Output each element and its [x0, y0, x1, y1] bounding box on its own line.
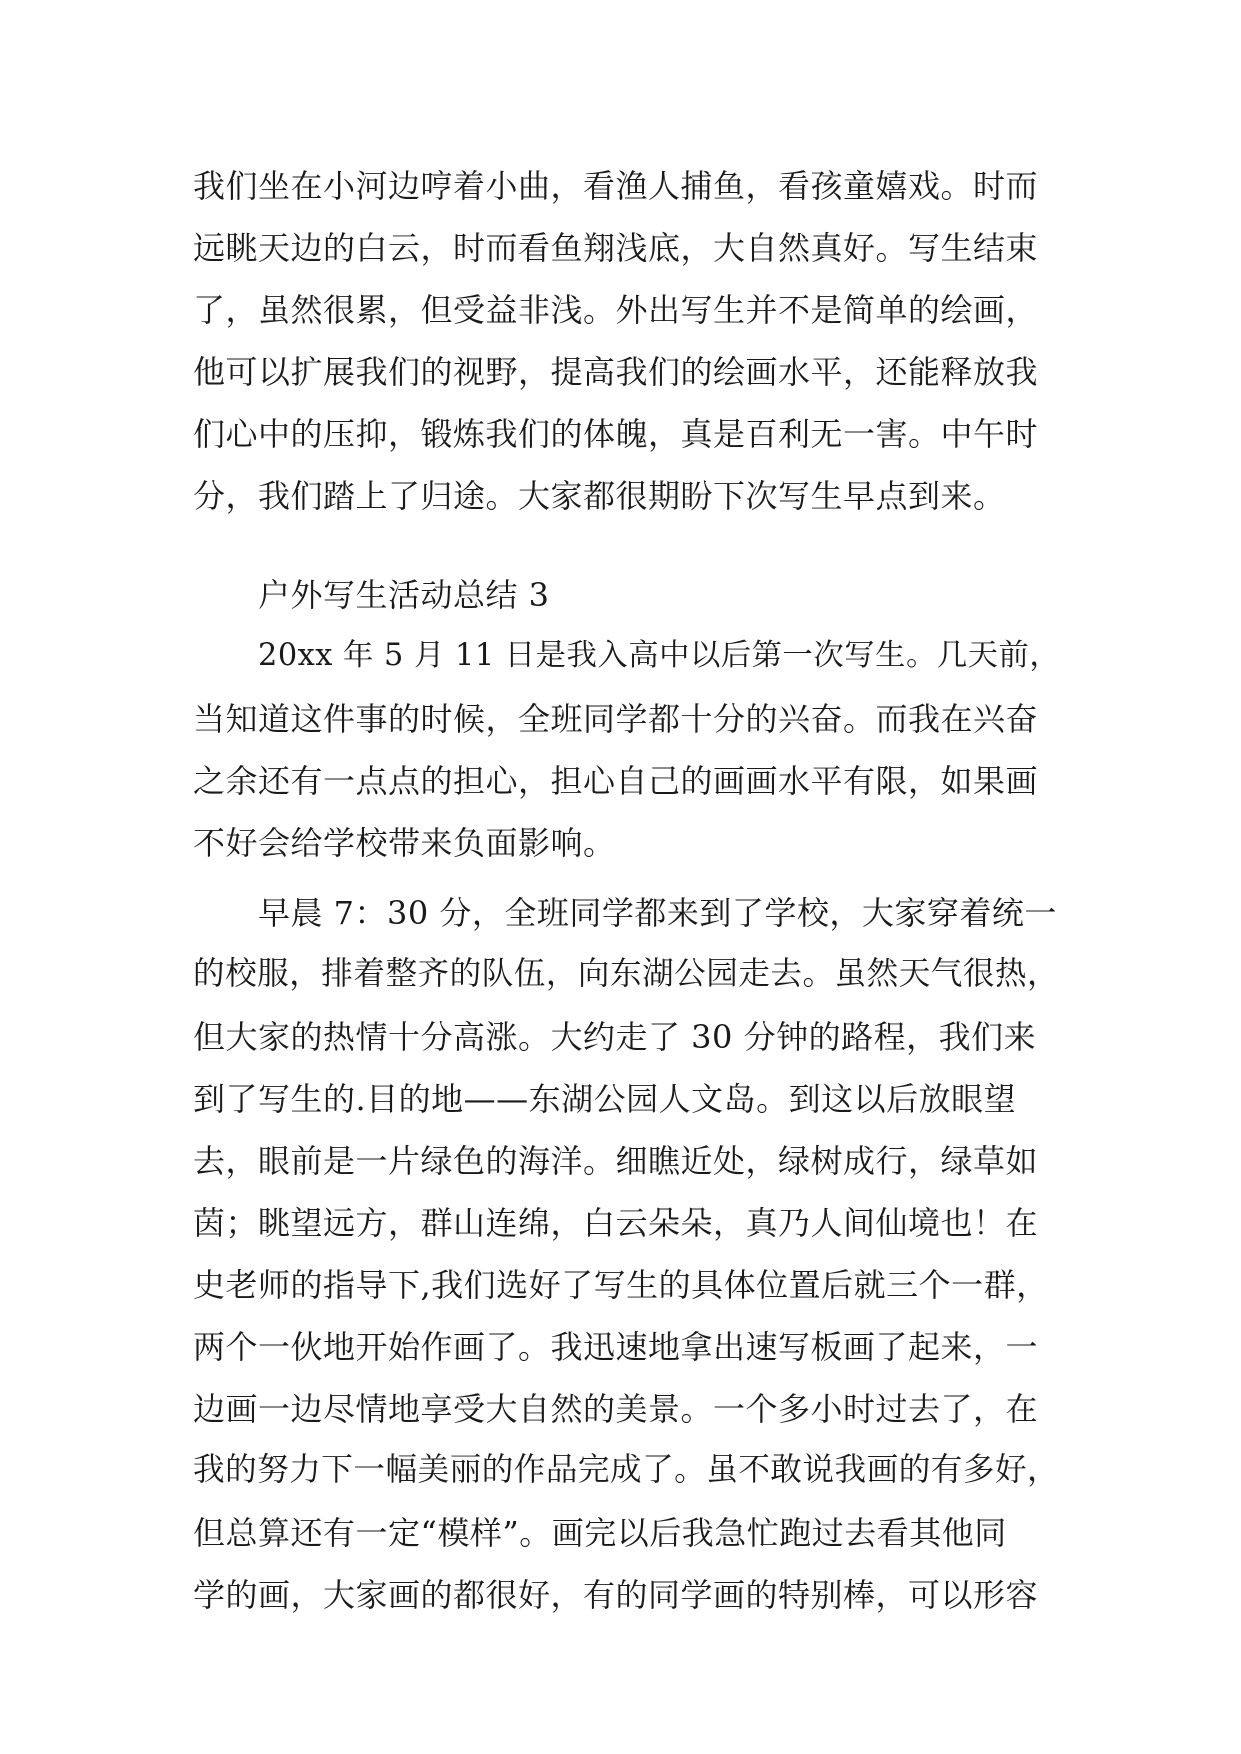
text-line: 到了写生的.目的地——东湖公园人文岛。到这以后放眼望 — [193, 1080, 1017, 1118]
text-line: 不好会给学校带来负面影响。 — [193, 824, 616, 862]
text-line: 了，虽然很累，但受益非浅。外出写生并不是简单的绘画， — [193, 291, 1039, 329]
text-line: 史老师的指导下,我们选好了写生的具体位置后就三个一群， — [193, 1266, 1049, 1304]
text-line: 当知道这件事的时候，全班同学都十分的兴奋。而我在兴奋 — [193, 700, 1039, 738]
text-line: 的校服，排着整齐的队伍，向东湖公园走去。虽然天气很热， — [193, 956, 1060, 992]
text-line: 20xx 年 5 月 11 日是我入高中以后第一次写生。几天前， — [258, 638, 1061, 673]
text-line: 学的画，大家画的都很好，有的同学画的特别棒，可以形容 — [193, 1576, 1039, 1614]
text-line: 边画一边尽情地享受大自然的美景。一个多小时过去了，在 — [193, 1390, 1039, 1428]
section-heading: 户外写生活动总结 3 — [258, 576, 550, 614]
text-line: 远眺天边的白云，时而看鱼翔浅底，大自然真好。写生结束 — [193, 229, 1039, 267]
text-line: 但大家的热情十分高涨。大约走了 30 分钟的路程，我们来 — [193, 1018, 1037, 1056]
text-line: 们心中的压抑，锻炼我们的体魄，真是百利无一害。中午时 — [193, 415, 1039, 453]
text-line: 之余还有一点点的担心，担心自己的画画水平有限，如果画 — [193, 762, 1039, 800]
text-line: 他可以扩展我们的视野，提高我们的绘画水平，还能释放我 — [193, 353, 1039, 391]
text-line: 我的努力下一幅美丽的作品完成了。虽不敢说我画的有多好， — [193, 1452, 1060, 1488]
text-line: 早晨 7：30 分，全班同学都来到了学校，大家穿着统一 — [258, 894, 1057, 932]
text-line: 但总算还有一定“模样”。画完以后我急忙跑过去看其他同 — [193, 1514, 1007, 1552]
text-line: 茵；眺望远方，群山连绵，白云朵朵，真乃人间仙境也！在 — [193, 1204, 1039, 1242]
text-line: 两个一伙地开始作画了。我迅速地拿出速写板画了起来，一 — [193, 1328, 1039, 1366]
text-line: 分，我们踏上了归途。大家都很期盼下次写生早点到来。 — [193, 477, 1006, 515]
text-line: 去，眼前是一片绿色的海洋。细瞧近处，绿树成行，绿草如 — [193, 1142, 1039, 1180]
text-line: 我们坐在小河边哼着小曲，看渔人捕鱼，看孩童嬉戏。时而 — [193, 167, 1039, 205]
